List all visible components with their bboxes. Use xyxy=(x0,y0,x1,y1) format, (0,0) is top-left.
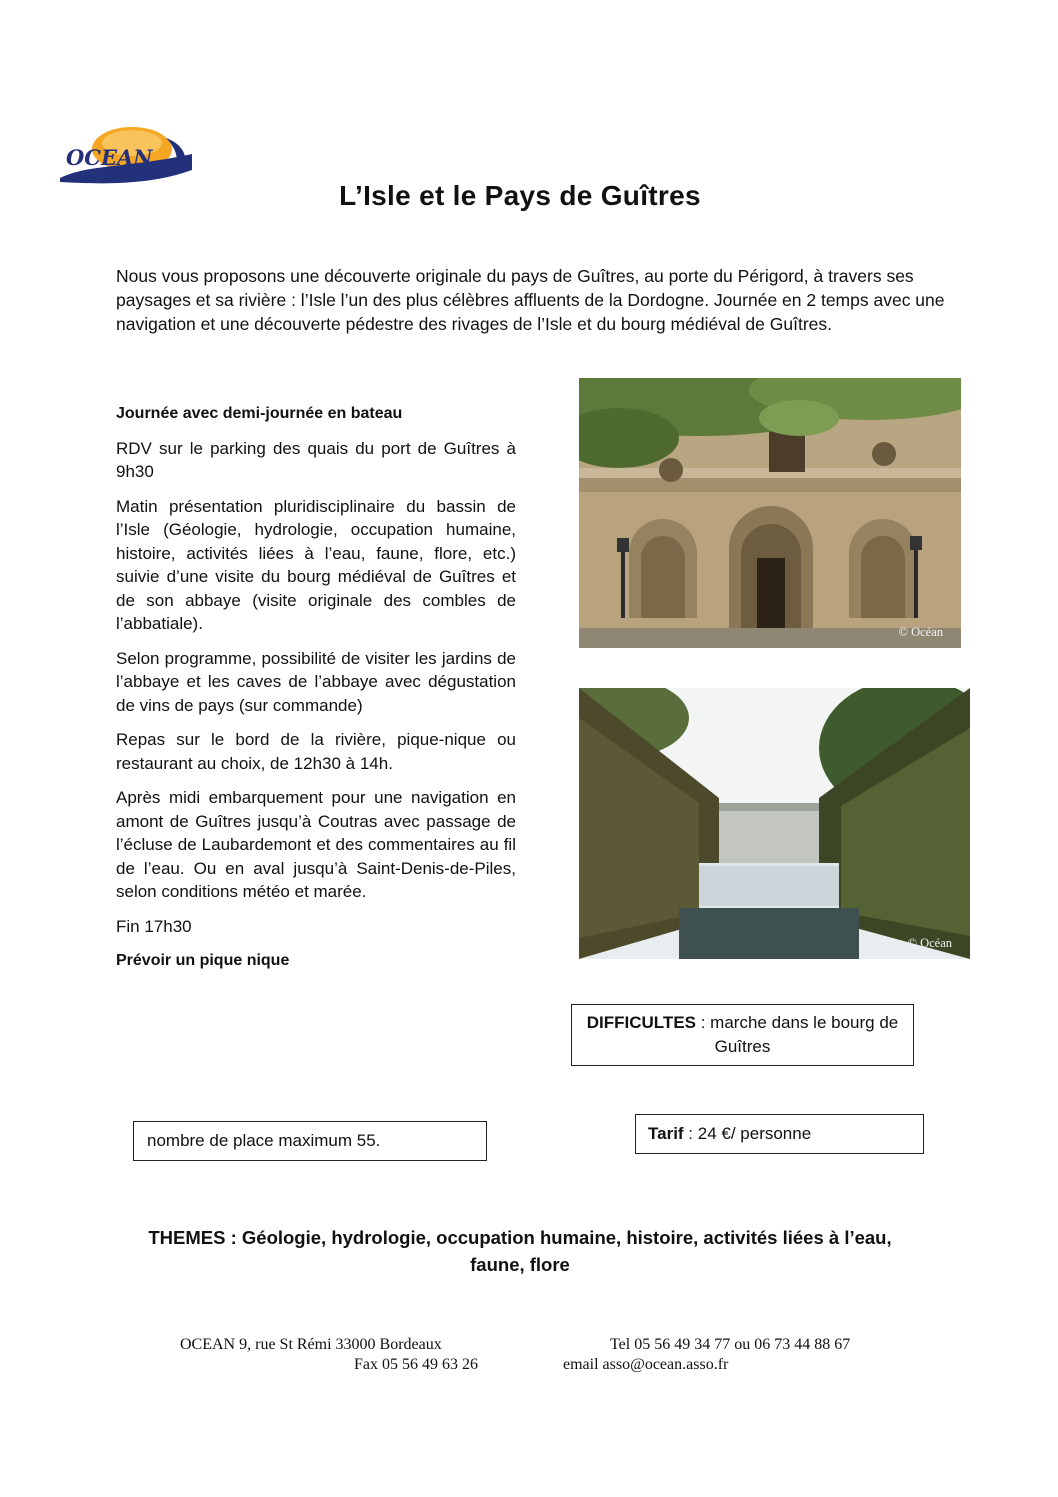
program-column xyxy=(116,402,516,984)
difficulties-box xyxy=(571,1004,914,1066)
difficulties-label: DIFFICULTES xyxy=(586,1013,696,1032)
program-paragraph: Après midi embarquement pour une navigation en amont de Guîtres jusqu’à Coutras avec passage de l’écluse de Laubardemont et des commentaires au fil de l’eau. Ou en aval jusqu’à Saint-Denis-de-Piles, selon conditions météo et marée. xyxy=(116,788,516,901)
program-closing: Prévoir un pique nique xyxy=(116,952,290,969)
themes-text: THEMES : Géologie, hydrologie, occupation humaine, histoire, activités liées à l’eau, faune, flore xyxy=(148,1227,892,1275)
program-paragraph: Selon programme, possibilité de visiter les jardins de l’abbaye et les caves de l’abbaye avec dégustation de vins de pays (sur commande) xyxy=(116,648,516,715)
difficulties-text: : marche dans le bourg de Guîtres xyxy=(696,1013,899,1056)
logo-text: OCEAN xyxy=(66,145,153,170)
program-paragraph: Matin présentation pluridisciplinaire du bassin de l’Isle (Géologie, hydrologie, occupation humaine, histoire, activités liées à l’eau, faune, flore, etc.) suivie d’une visite du bourg médiéval de Guîtres et de son abbaye (visite originale des combles de l’abbatiale). xyxy=(116,496,516,633)
program-paragraph: RDV sur le parking des quais du port de Guîtres à 9h30 xyxy=(116,438,516,481)
program-paragraph: Fin 17h30 xyxy=(116,916,192,936)
footer-address: OCEAN 9, rue St Rémi 33000 Bordeaux xyxy=(180,1336,442,1353)
footer-email: email asso@ocean.asso.fr xyxy=(563,1356,729,1373)
photo-credit: © Océan xyxy=(898,625,943,639)
tarif-text: : 24 €/ personne xyxy=(683,1124,812,1143)
program-paragraph: Repas sur le bord de la rivière, pique-nique ou restaurant au choix, de 12h30 à 14h. xyxy=(116,730,516,773)
tarif-label: Tarif xyxy=(648,1124,684,1143)
places-text: nombre de place maximum 55. xyxy=(147,1131,381,1150)
lock-photo xyxy=(579,688,970,959)
ocean-logo xyxy=(58,124,192,186)
program-heading: Journée avec demi-journée en bateau xyxy=(116,405,403,422)
page-title: L’Isle et le Pays de Guîtres xyxy=(339,180,701,211)
abbey-photo xyxy=(579,378,961,648)
intro-paragraph: Nous vous proposons une découverte originale du pays de Guîtres, au porte du Périgord, à travers ses paysages et sa rivière : l’Isle l’un des plus célèbres affluents de la Dordogne. Journée en 2 temps avec une navigation et une découverte pédestre des rivages de l’Isle et du bourg médiéval de Guîtres. xyxy=(116,266,945,334)
places-box xyxy=(133,1121,487,1161)
photo-credit: © Océan xyxy=(907,936,952,950)
abbey-illustration xyxy=(579,378,961,648)
footer-fax: Fax 05 56 49 63 26 xyxy=(354,1356,478,1373)
footer-tel: Tel 05 56 49 34 77 ou 06 73 44 88 67 xyxy=(610,1336,851,1353)
lock-illustration xyxy=(579,688,970,959)
tarif-box xyxy=(635,1114,924,1154)
